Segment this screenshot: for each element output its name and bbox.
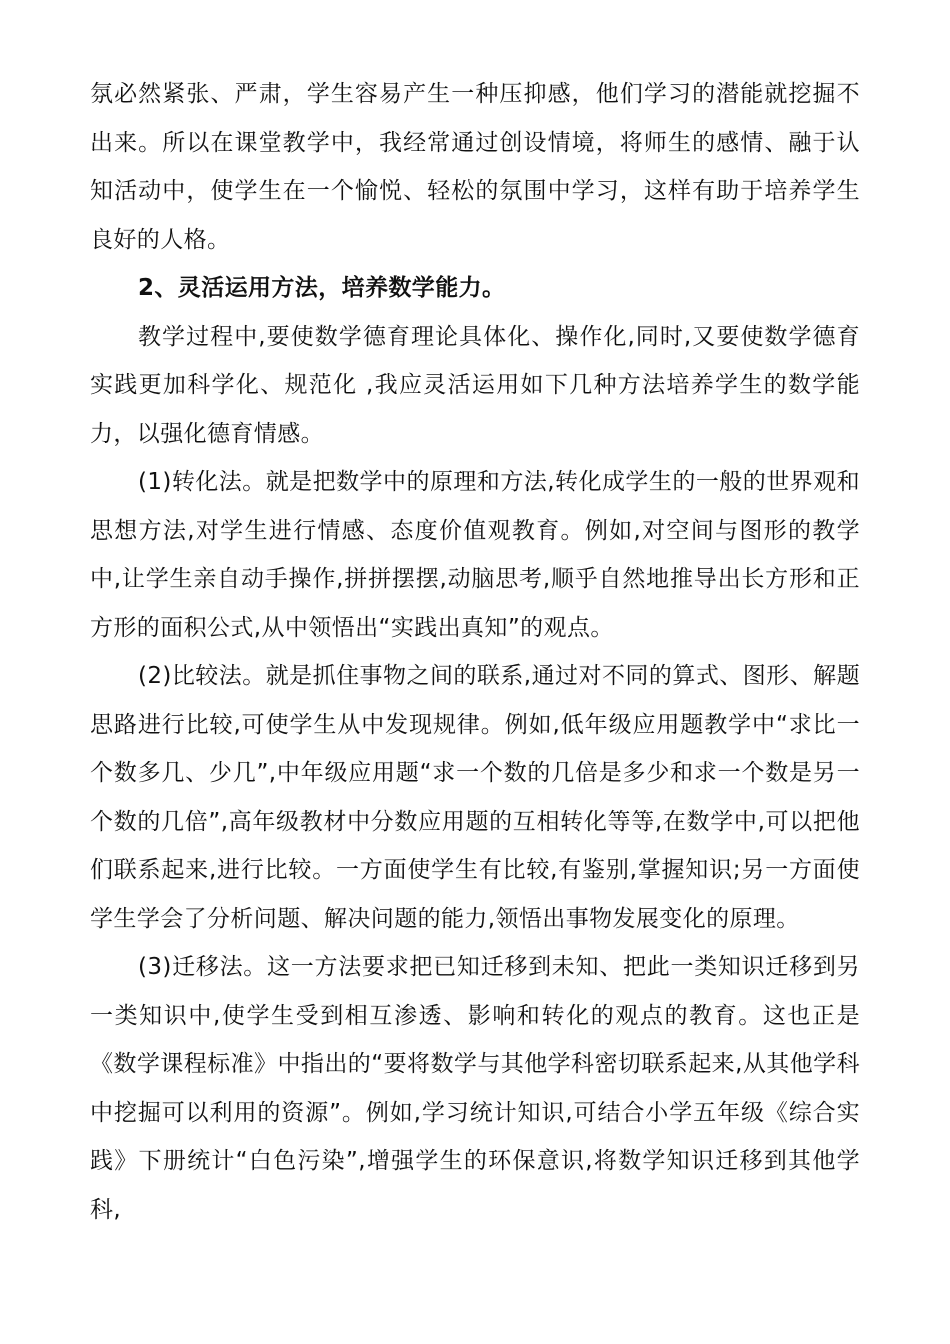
paragraph-continuation: 氛必然紧张、严肃，学生容易产生一种压抑感，他们学习的潜能就挖掘不出来。所以在课堂教学中，我经常通过创设情境，将师生的感情、融于认知活动中，使学生在一个愉悦、轻松的氛围中学习，这样有助于培养学生良好的人格。 — [90, 81, 860, 253]
paragraph-method-conversion: (1)转化法。就是把数学中的原理和方法,转化成学生的一般的世界观和思想方法,对学生进行情感、态度价值观教育。例如,对空间与图形的教学中,让学生亲自动手操作,拼拼摆摆,动脑思考,顺乎自然地推导出长方形和正方形的面积公式,从中领悟出“实践出真知”的观点。 — [90, 469, 860, 641]
paragraph-method-transfer: (3)迁移法。这一方法要求把已知迁移到未知、把此一类知识迁移到另一类知识中,使学生受到相互渗透、影响和转化的观点的教育。这也正是《数学课程标准》中指出的“要将数学与其他学科密切联系起来,从其他学科中挖掘可以利用的资源”。例如,学习统计知识,可结合小学五年级《综合实践》下册统计“白色污染”,增强学生的环保意识,将数学知识迁移到其他学科, — [90, 954, 860, 1223]
section-heading: 2、灵活运用方法，培养数学能力。 — [138, 275, 506, 301]
paragraph-intro: 教学过程中,要使数学德育理论具体化、操作化,同时,又要使数学德育实践更加科学化、规范化 ,我应灵活运用如下几种方法培养学生的数学能力，以强化德育情感。 — [90, 323, 860, 447]
document-page — [90, 70, 860, 1234]
paragraph-method-comparison: (2)比较法。就是抓住事物之间的联系,通过对不同的算式、图形、解题思路进行比较,可使学生从中发现规律。例如,低年级应用题教学中“求比一个数多几、少几”,中年级应用题“求一个数的几倍是多少和求一个数是另一个数的几倍”,高年级教材中分数应用题的互相转化等等,在数学中,可以把他们联系起来,进行比较。一方面使学生有比较,有鉴别,掌握知识;另一方面使学生学会了分析问题、解决问题的能力,领悟出事物发展变化的原理。 — [90, 663, 860, 932]
